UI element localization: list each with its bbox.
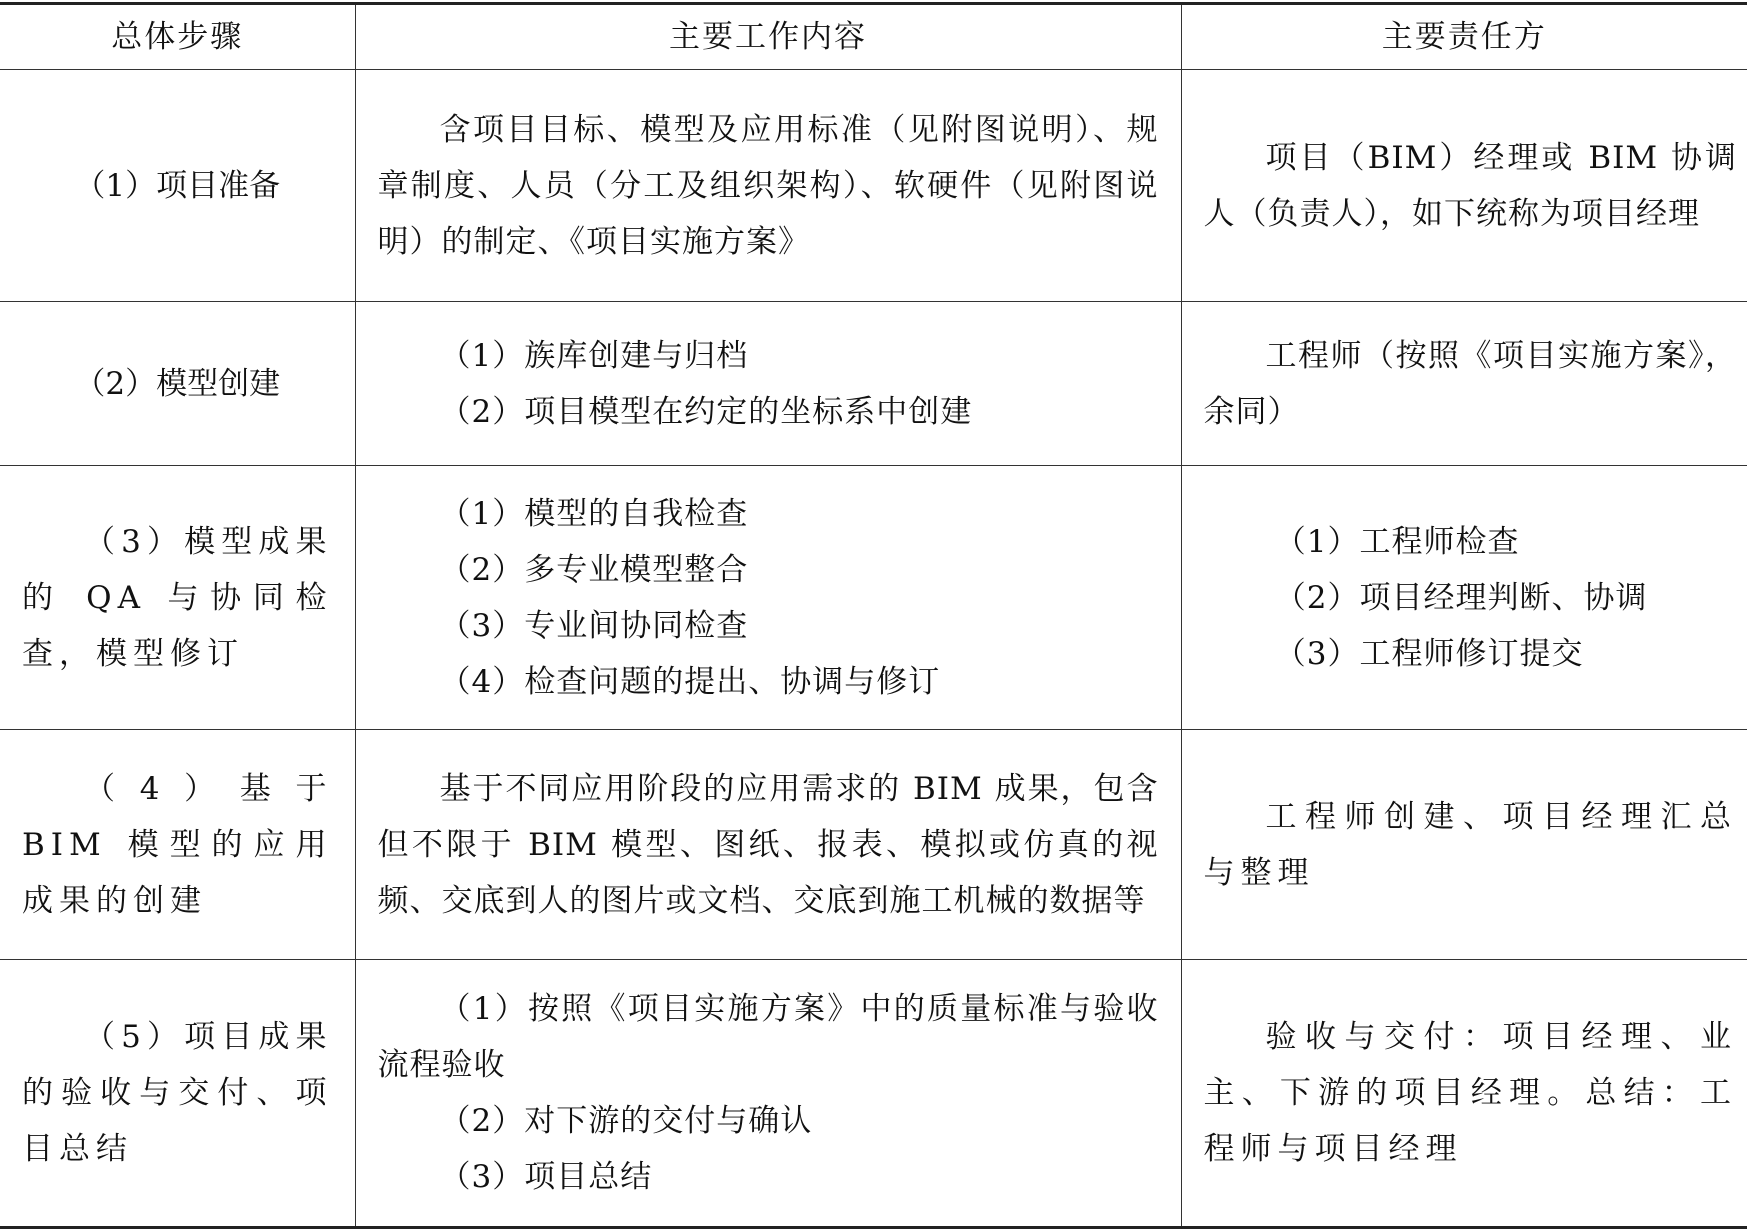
step-cell: （1）项目准备 bbox=[0, 70, 355, 302]
table-header-row bbox=[0, 4, 1747, 70]
work-item: （2）多专业模型整合 bbox=[439, 551, 749, 588]
step-text: （4）基于 BIM 模型的应用成果的创建 bbox=[22, 770, 333, 919]
responsible-cell bbox=[1181, 466, 1747, 730]
responsible-item: （1）工程师检查 bbox=[1274, 523, 1520, 560]
work-cell bbox=[355, 960, 1181, 1228]
step-text: （3）模型成果的 QA 与协同检查，模型修订 bbox=[22, 523, 333, 672]
responsible-cell bbox=[1181, 70, 1747, 302]
work-item: （3）项目总结 bbox=[439, 1159, 653, 1195]
header-step: 总体步骤 bbox=[0, 4, 355, 70]
work-text: 基于不同应用阶段的应用需求的 BIM 成果，包含但不限于 BIM 模型、图纸、报表、模拟或仿真的视频、交底到人的图片或文档、交底到施工机械的数据等 bbox=[377, 770, 1159, 919]
responsible-cell bbox=[1181, 730, 1747, 960]
responsible-item: （2）项目经理判断、协调 bbox=[1274, 579, 1648, 616]
responsible-text: 验收与交付：项目经理、业主、下游的项目经理。总结：工程师与项目经理 bbox=[1203, 1019, 1737, 1167]
work-cell bbox=[355, 302, 1181, 466]
work-item: （4）检查问题的提出、协调与修订 bbox=[439, 663, 941, 700]
work-item: （3）专业间协同检查 bbox=[439, 607, 749, 644]
work-text: 含项目目标、模型及应用标准（见附图说明）、规章制度、人员（分工及组织架构）、软硬件（见附图说明）的制定、《项目实施方案》 bbox=[377, 111, 1159, 260]
step-cell bbox=[0, 730, 355, 960]
work-cell bbox=[355, 70, 1181, 302]
responsible-item: （3）工程师修订提交 bbox=[1274, 635, 1584, 672]
table-row bbox=[0, 70, 1747, 302]
work-cell bbox=[355, 730, 1181, 960]
work-item: （1）按照《项目实施方案》中的质量标准与验收流程验收 bbox=[377, 991, 1159, 1083]
work-item: （1）模型的自我检查 bbox=[439, 495, 749, 532]
responsible-cell bbox=[1181, 960, 1747, 1228]
header-responsible: 主要责任方 bbox=[1181, 4, 1747, 70]
step-cell: （2）模型创建 bbox=[0, 302, 355, 466]
work-item: （2）对下游的交付与确认 bbox=[439, 1103, 813, 1139]
work-cell bbox=[355, 466, 1181, 730]
header-work: 主要工作内容 bbox=[355, 4, 1181, 70]
table-row bbox=[0, 730, 1747, 960]
step-cell bbox=[0, 960, 355, 1228]
responsible-text: 工程师（按照《项目实施方案》，余同） bbox=[1203, 337, 1737, 430]
step-text: （5）项目成果的验收与交付、项目总结 bbox=[22, 1019, 333, 1167]
table-row bbox=[0, 302, 1747, 466]
work-item: （1）族库创建与归档 bbox=[439, 337, 749, 374]
responsible-text: 项目（BIM）经理或 BIM 协调人（负责人），如下统称为项目经理 bbox=[1203, 139, 1737, 232]
work-item: （2）项目模型在约定的坐标系中创建 bbox=[439, 393, 973, 430]
responsible-text: 工程师创建、项目经理汇总与整理 bbox=[1203, 798, 1737, 891]
responsible-cell bbox=[1181, 302, 1747, 466]
table-row bbox=[0, 960, 1747, 1228]
step-cell bbox=[0, 466, 355, 730]
workflow-table bbox=[0, 2, 1747, 1229]
table-row bbox=[0, 466, 1747, 730]
